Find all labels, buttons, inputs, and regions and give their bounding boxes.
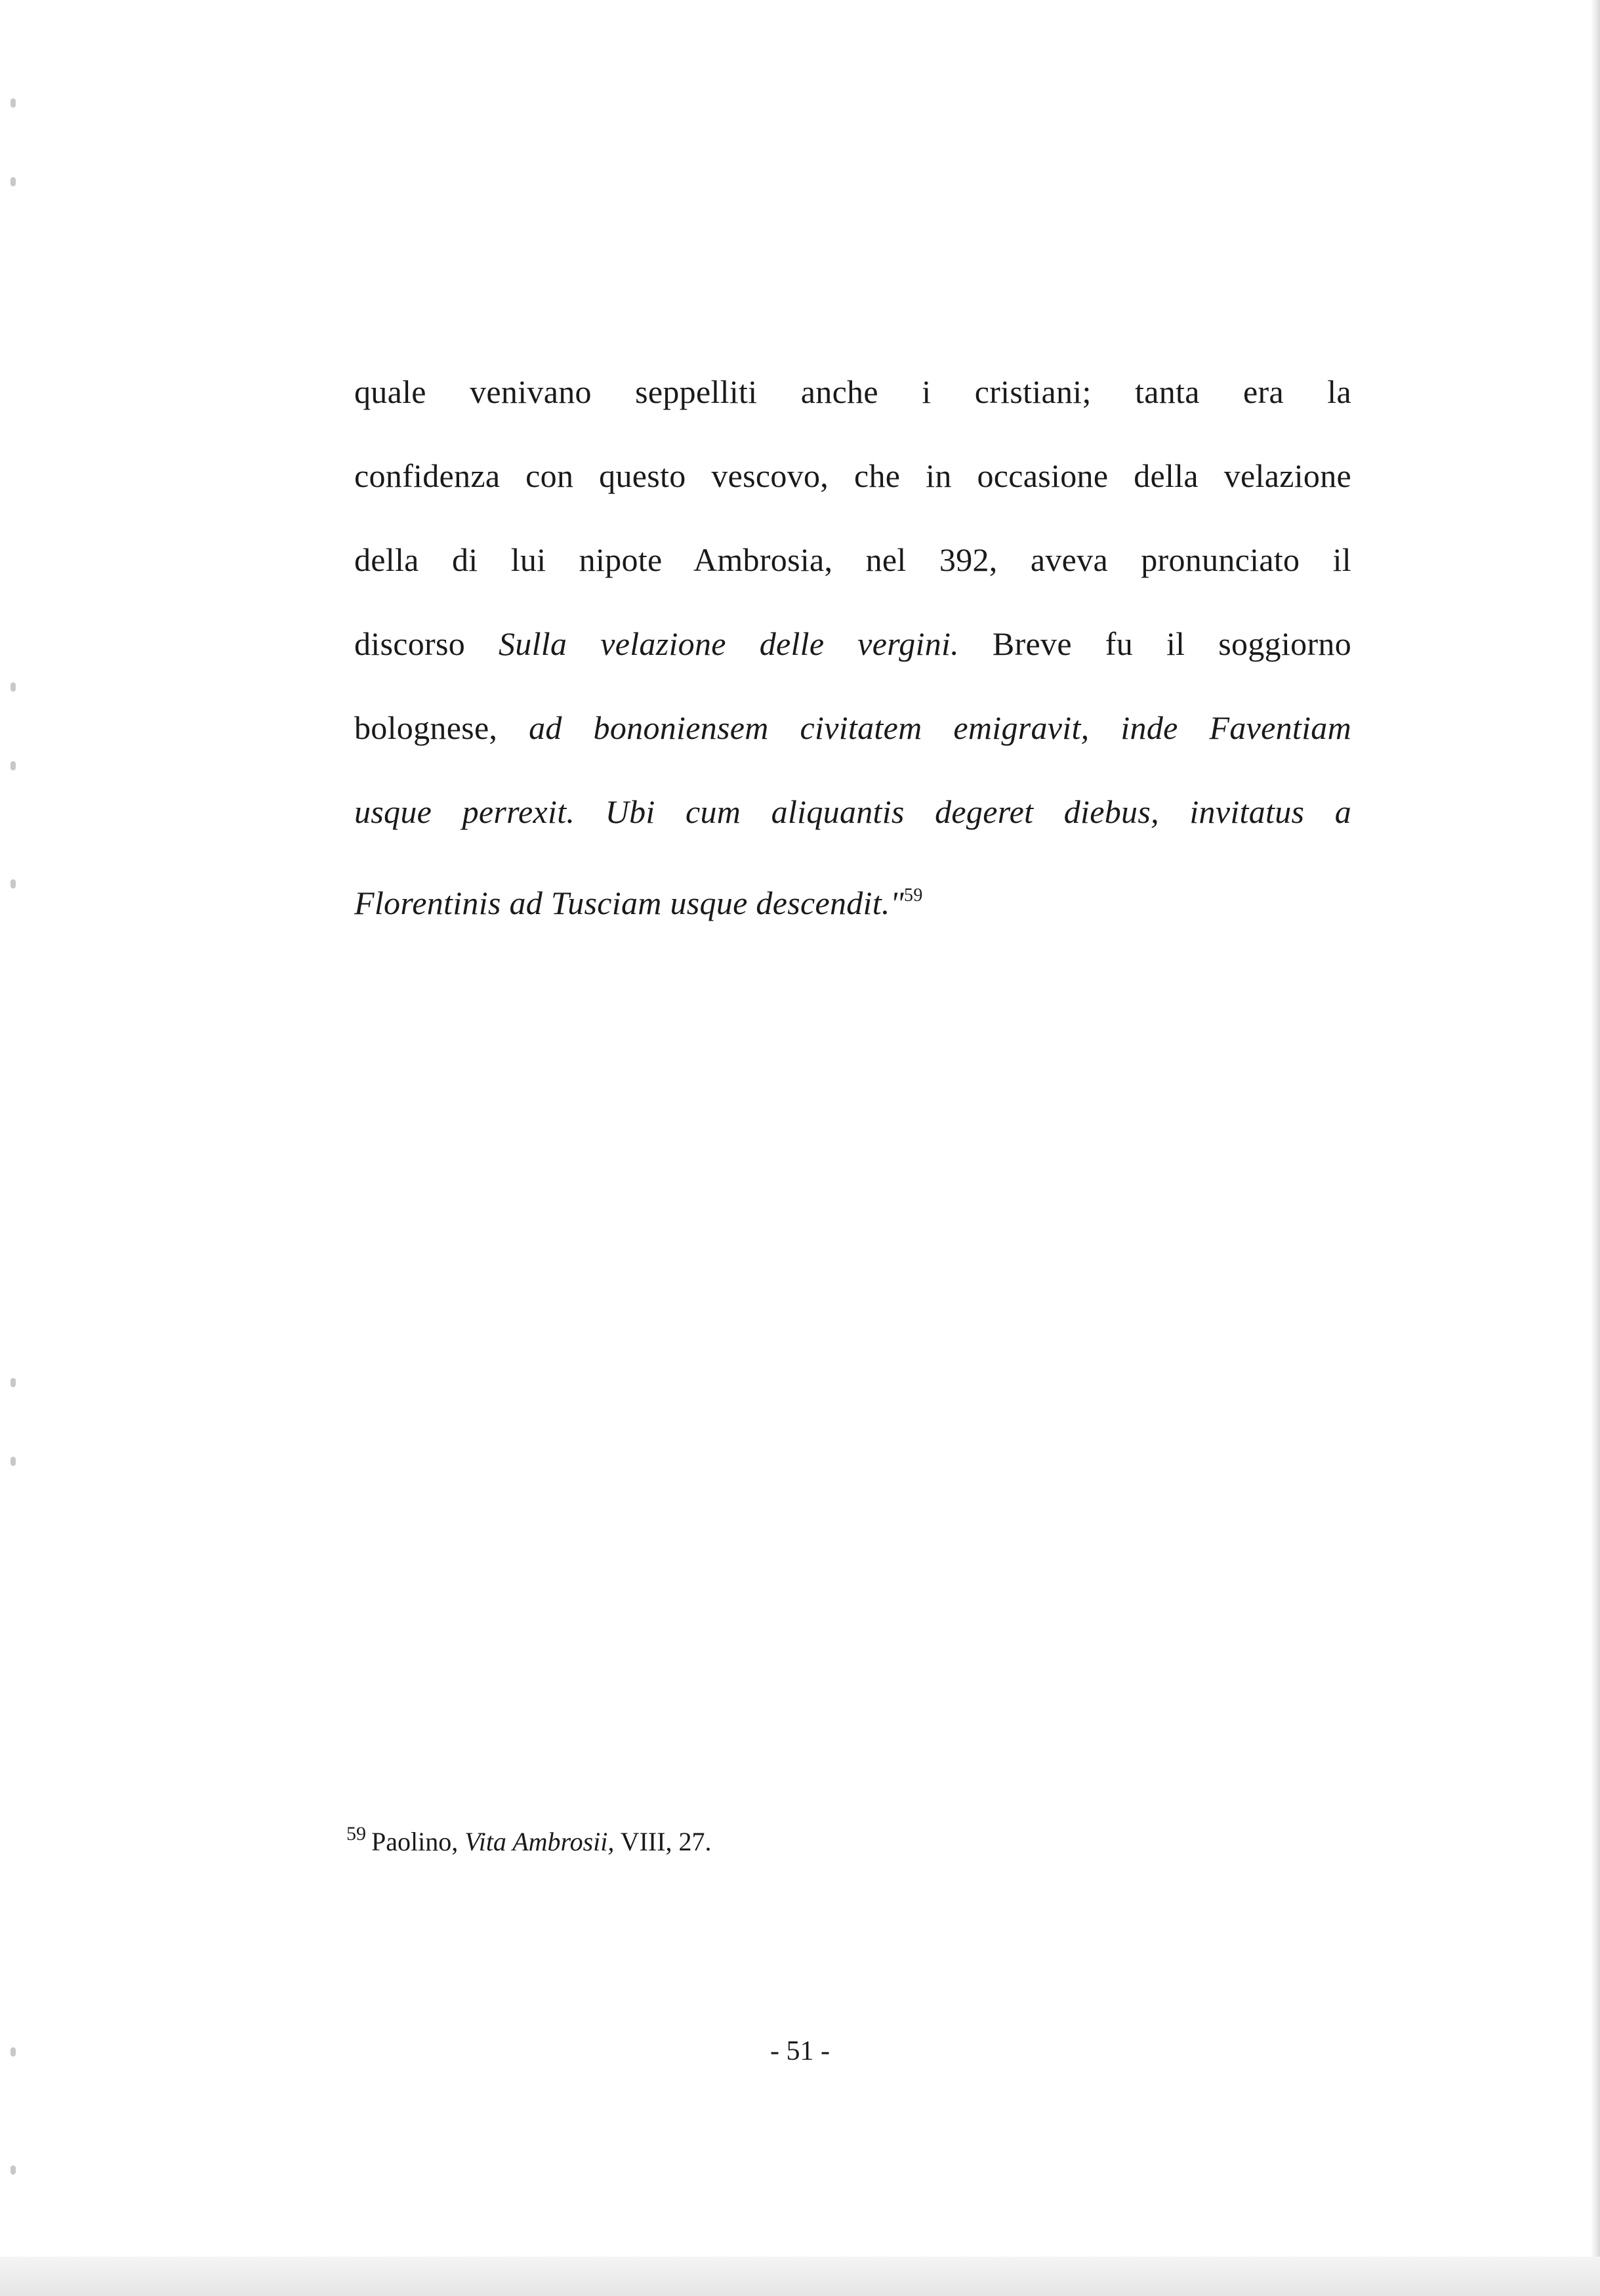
line-text: discorso	[354, 625, 499, 662]
page-bottom-shadow	[0, 2257, 1600, 2296]
footnote-reference: 59	[904, 885, 923, 906]
footnote	[346, 1823, 712, 1857]
text-line-6	[354, 776, 1351, 860]
text-line-4	[354, 608, 1351, 692]
footnote-number: 59	[346, 1823, 366, 1845]
punch-mark	[10, 1457, 16, 1466]
latin-quote: usque perrexit. Ubi cum aliquantis degeret diebus, invitatus a	[354, 793, 1351, 830]
footnote-title: Vita Ambrosii,	[464, 1827, 615, 1856]
punch-mark	[10, 879, 16, 888]
text-line-5	[354, 692, 1351, 776]
line-text: bolognese,	[354, 709, 529, 746]
punch-mark	[10, 1378, 16, 1387]
footnote-author: Paolino,	[371, 1827, 465, 1856]
line-text: Breve fu il soggiorno	[958, 625, 1351, 662]
text-line-7	[354, 860, 1351, 944]
line-text: della di lui nipote Ambrosia, nel 392, aveva pronunciato il	[354, 541, 1351, 578]
text-line-1	[354, 356, 1351, 440]
body-paragraph	[354, 356, 1351, 944]
latin-quote: ad bononiensem civitatem emigravit, inde Faventiam	[529, 709, 1351, 746]
punch-mark	[10, 682, 16, 692]
text-line-2	[354, 440, 1351, 524]
punch-mark	[10, 98, 16, 108]
footnote-locator: VIII, 27.	[614, 1827, 712, 1856]
italic-title: Sulla velazione delle vergini.	[499, 625, 959, 662]
punch-mark	[10, 2165, 16, 2175]
punch-mark	[10, 177, 16, 186]
line-text: confidenza con questo vescovo, che in occasione della velazione	[354, 457, 1351, 494]
latin-quote: Florentinis ad Tusciam usque descendit."	[354, 885, 905, 921]
page-edge-shadow	[1591, 0, 1600, 2257]
punch-mark	[10, 761, 16, 770]
line-text: quale venivano seppelliti anche i cristiani; tanta era la	[354, 373, 1351, 410]
text-line-3	[354, 524, 1351, 608]
page-number: - 51 -	[770, 2036, 830, 2066]
